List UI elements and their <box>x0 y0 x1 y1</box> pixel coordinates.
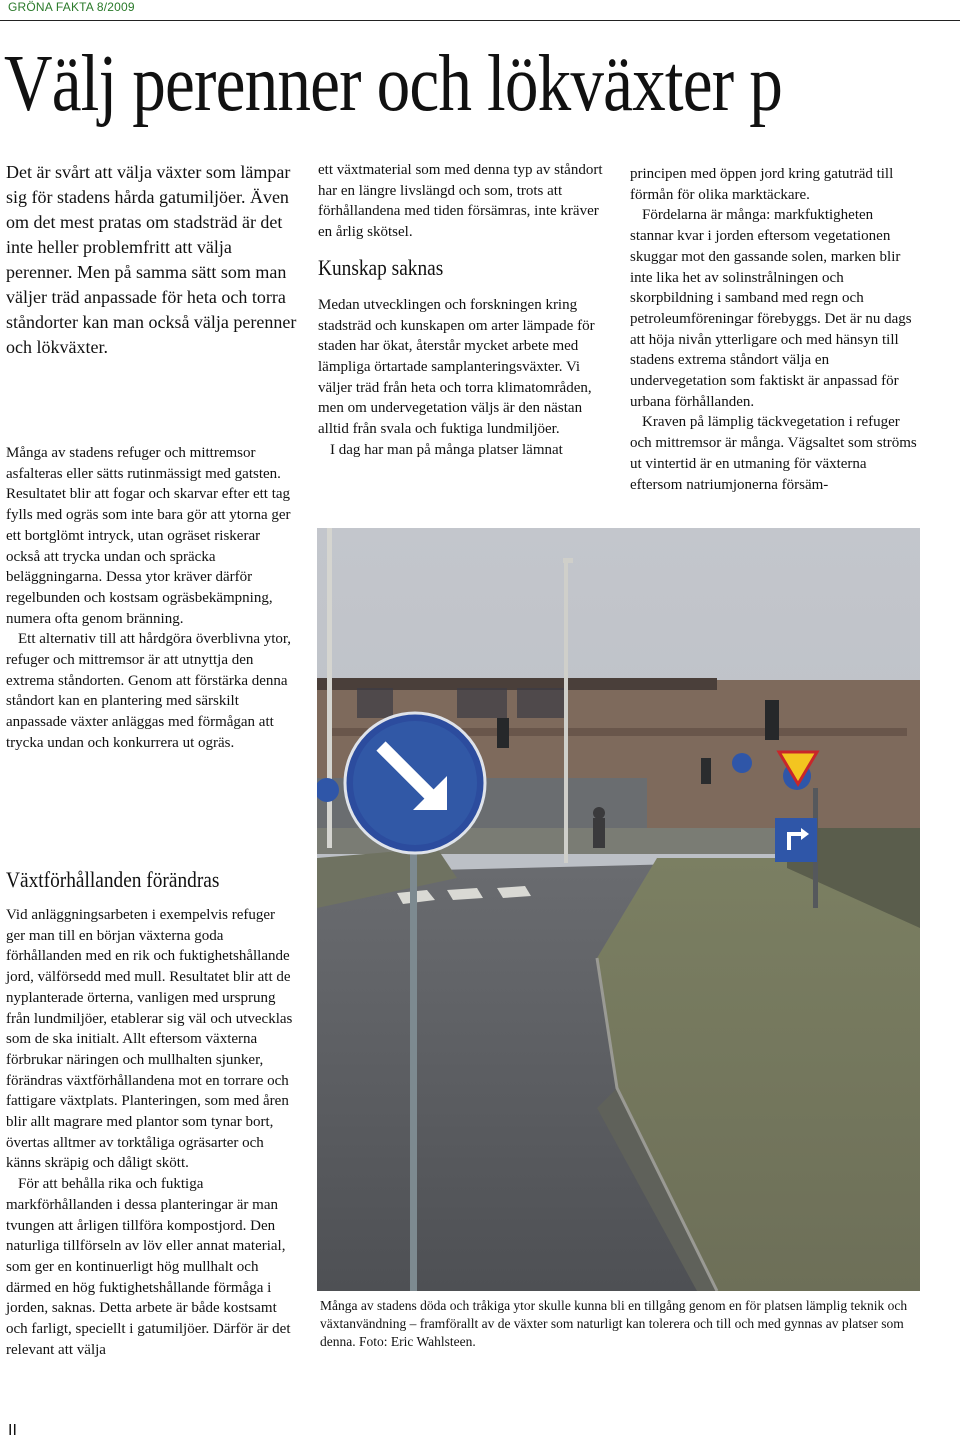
page-title <box>4 34 807 134</box>
photo-caption: Många av stadens döda och tråkiga ytor skulle kunna bli en tillgång genom en för platsen lämplig teknik och växtanvändning – framförallt av de växter som naturligt kan tolerera och till och med gynnas av platser som denna. Foto: Eric Wahlsteen. <box>320 1298 908 1349</box>
body-paragraph: ett växtmaterial som med denna typ av ståndort har en längre livslängd och som, trots att förhållandena med tiden försämras, inte kräver en årlig skötsel. <box>318 162 603 241</box>
page-title-text: Välj perenner och lökväxter p <box>4 40 782 128</box>
column-2-body <box>318 160 603 460</box>
body-paragraph: Ett alternativ till att hårdgöra överblivna ytor, refuger och mittremsor är att utnyttja den extrema ståndorten. Genom att förstärka denna ståndort kan en plantering med särskilt anpassade växter anläggas med förmågan att trycka undan och konkurrera ut ogräs. <box>6 631 292 751</box>
body-paragraph: Vid anläggningsarbeten i exempelvis refuger ger man till en början växterna goda förhållanden med en rik och fuktighetshållande jord, välförsedd med mull. Resultatet blir att de nyplanterade örterna, vanligen med ursprung från lundmiljöer, etablerar sig väl och utvecklas som de ska initialt. Allt eftersom växterna förbrukar näringen och mullhalten sjunker, förändras växtförhållandena mot en torrare och fattigare växtplats. Planteringen, som med åren blir allt magrare med plantor som tynar bort, övertas alltmer av torktåliga ogräsarter och känns skräpig och dåligt skött. <box>6 907 293 1172</box>
page-number: II <box>8 1422 17 1439</box>
series-label: GRÖNA FAKTA 8/2009 <box>8 0 135 14</box>
column-3-body <box>630 164 920 495</box>
body-paragraph: Medan utvecklingen och forskningen kring stadsträd och kunskapen om arter lämpade för staden har ökat, återstår mycket arbete med lämpliga örtartade samplanteringsväxter. Vi väljer träd från heta och torra klimatområden, men om undervegetation väljs är den nästan alltid från svala och fuktiga lundmiljöer. <box>318 296 595 438</box>
lead-paragraph: Det är svårt att välja växter som lämpar sig för stadens hårda gatumiljöer. Även om det mest pratas om stadsträd är det inte heller problemfritt att välja perenner. Men på samma sätt som man väljer träd anpassade för heta och torra ståndorter kan man också välja perenner och lökväxter. <box>6 162 297 357</box>
section-heading: Kunskap saknas <box>318 254 444 280</box>
header-rule <box>0 20 960 21</box>
column-1-body <box>6 443 296 754</box>
body-paragraph: Många av stadens refuger och mittremsor asfalteras eller sätts rutinmässigt med gatsten. Resultatet blir att fogar och skarvar efter ett tag fylls med ogräs som inte bara gör att ytorna ger ett bortglömt intryck, utan ogräset riskerar också att trycka undan och spräcka beläggningarna. Dessa ytor kräver därför regelbunden och kostsam ogräsbekämpning, numera ofta genom bränning. <box>6 445 291 627</box>
street-photo <box>317 528 920 1291</box>
column-1-section <box>6 865 296 1360</box>
body-paragraph: För att behålla rika och fuktiga markförhållanden i dessa planteringar är man tvungen att årligen tillföra kompostjord. Den naturliga tillförseln av löv eller annat material, som ger en kontinuerligt hög mullhalt och därmed en hög fuktighetshållande förmåga i jorden, saknas. Detta arbete är både kostsamt och farligt, speciellt i gatumiljöer. Därför är det relevant att välja <box>6 1176 291 1358</box>
section-heading: Växtförhållanden förändras <box>6 867 220 892</box>
body-paragraph: Kraven på lämplig täckvegetation i refuger och mittremsor är många. Vägsaltet som ströms ut vintertid är en utmaning för växterna eftersom natriumjonerna försäm- <box>630 414 917 493</box>
body-paragraph: Fördelarna är många: markfuktigheten stannar kvar i jorden eftersom vegetationen skuggar mot den gassande solen, marken blir inte lika het av solinstrålningen och skorpbildning i samband med regn och petroleumföreningar förebyggs. Det är nu dags att höja nivån ytterligare och med hänsyn till stadens extrema ståndort välja en undervegetation som faktiskt är anpassad för urbana förhållanden. <box>630 207 912 410</box>
body-paragraph: principen med öppen jord kring gatuträd till förmån för olika marktäckare. <box>630 166 894 203</box>
body-paragraph: I dag har man på många platser lämnat <box>330 441 563 458</box>
